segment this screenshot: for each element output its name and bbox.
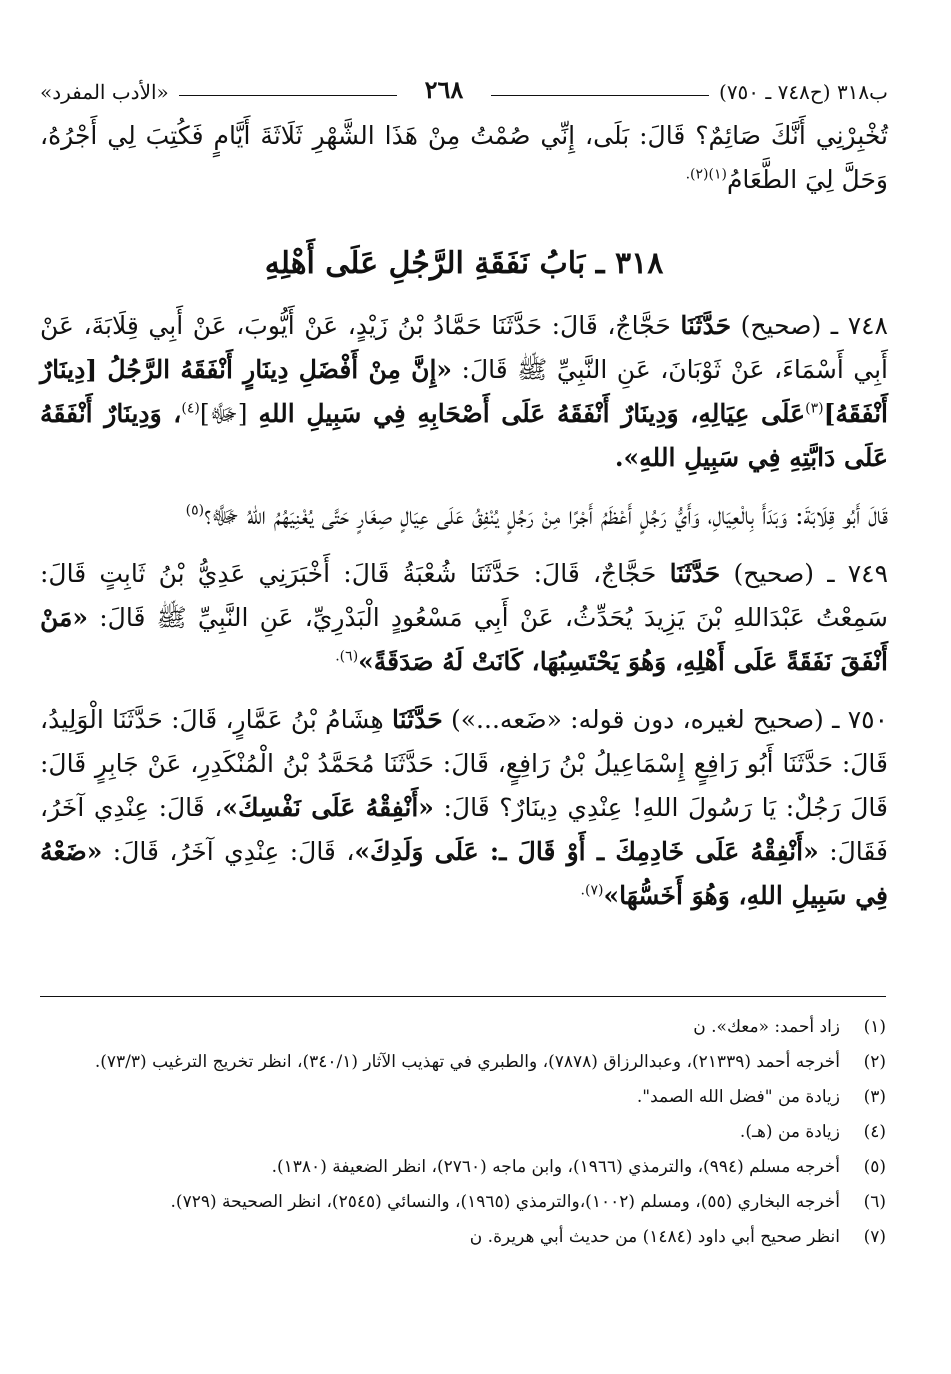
footnote-item: (٧) انظر صحيح أبي داود (١٤٨٤) من حديث أبي هريرة. ن: [469, 1227, 886, 1247]
matn: «ضَعْهُ فِي سَبِيلِ اللهِ، وَهُوَ أَخَسُّهَا»: [40, 837, 888, 910]
hadith-749: [40, 552, 888, 684]
footnote-item: (٥) أخرجه مسلم (٩٩٤)، والترمذي (١٩٦٦)، وابن ماجه (٢٧٦٠)، انظر الضعيفة (١٣٨٠).: [271, 1157, 886, 1177]
bracket-insert: [ﷻ]: [199, 399, 248, 428]
matn: «أَنْفِقْهُ عَلَى خَادِمِكَ ـ أَوْ قَالَ ـ: عَلَى وَلَدِكَ»: [354, 837, 819, 866]
book-title: «الأدب المفرد»: [39, 80, 169, 104]
footnote-ref: (١)(٢).: [685, 166, 727, 183]
footnote-item: (٣) زيادة من "فضل الله الصمد".: [636, 1087, 886, 1107]
matn: عَلَى عِيَالِهِ، وَدِينَارٌ أَنْفَقَهُ عَلَى أَصْحَابِهِ فِي سَبِيلِ اللهِ: [258, 399, 806, 428]
footnote-item: (٦) أخرجه البخاري (٥٥)، ومسلم (١٠٠٢)،والترمذي (١٩٦٥)، والنسائي (٢٥٤٥)، انظر الصحيحة (٧٢٩).: [170, 1192, 886, 1212]
header-rule-left: [179, 95, 397, 96]
footnote-ref: (٧).: [580, 882, 604, 899]
hadith-number: ٧٤٩ ـ: [827, 559, 889, 588]
footnote-divider: [40, 996, 886, 997]
footnote-ref: (٣): [805, 400, 824, 417]
matn: «إِنَّ مِنْ أَفْضَلِ دِينَارٍ أَنْفَقَهُ الرَّجُلُ [دِينَارٌ أَنْفَقَهُ]: [40, 355, 888, 428]
isnad: حَجَّاجٌ، قَالَ: حَدَّثَنَا شُعْبَةُ قَالَ: أَخْبَرَنِي عَدِيُّ بْنُ ثَابِتٍ قَالَ: سَمِعْتُ عَبْدَاللهِ بْنَ يَزِيدَ يُحَدِّثُ، عَنْ أَبِي مَسْعُودٍ الْبَدْرِيِّ، عَنِ النَّبِيِّ ﷺ قَالَ:: [40, 559, 889, 632]
header-rule-right: [491, 95, 709, 96]
chapter-title: ٣١٨ ـ بَابُ نَفَقَةِ الرَّجُلِ عَلَى أَهْلِهِ: [264, 246, 664, 281]
isnad: هِشَامُ بْنُ عَمَّارٍ، قَالَ: حَدَّثَنَا الْوَلِيدُ، قَالَ: حَدَّثَنَا أَبُو رَافِعٍ إِسْمَاعِيلُ بْنُ رَافِعٍ، قَالَ: حَدَّثَنَا مُحَمَّدُ بْنُ الْمُنْكَدِرِ، عَنْ جَابِرٍ قَالَ: قَالَ رَجُلٌ: يَا رَسُولَ اللهِ! عِنْدِي دِينَارٌ؟ قَالَ:: [40, 705, 888, 822]
hadith-grade: (صحيح): [740, 311, 822, 340]
footnote-ref: (٤): [181, 400, 200, 417]
footnotes: [60, 1014, 886, 1259]
page: [40, 70, 888, 932]
footnote-item: (٤) زيادة من (هـ).: [739, 1122, 886, 1142]
hadith-grade: (صحيح لغيره، دون قوله: «ضَعه...»): [451, 705, 824, 734]
page-number: ٢٦٨: [424, 75, 464, 104]
hadith-number: ٧٤٨ ـ: [830, 311, 888, 340]
continuation-paragraph: تُخْبِرْنِي أَنَّكَ صَائِمٌ؟ قَالَ: بَلَى، إِنِّي صُمْتُ مِنْ هَذَا الشَّهْرِ ثَلَاثَةَ أَيَّامٍ فَكُتِبَ لِي أَجْرُهُ، وَحَلَّ لِيَ الطَّعَامُ$^{(١)(٢).}$: [40, 121, 888, 194]
hadith-748: [40, 304, 888, 480]
matn: «أَنْفِقْهُ عَلَى نَفْسِكَ»: [222, 793, 434, 822]
footnote-ref: (٥): [185, 502, 205, 519]
haddathana: حَدَّثَنَا: [392, 705, 443, 734]
footnote-ref: (٦).: [335, 648, 359, 665]
abu-qilaba-comment: قَالَ أَبُو قِلَابَةَ: وَبَدَأَ بِالْعِيَالِ، وَأَيُّ رَجُلٍ أَعْظَمُ أَجْرًا مِنْ رَجُلٍ يُنْفِقُ عَلَى عِيَالٍ صِغَارٍ حَتَّى يُغْنِيَهُمُ اللهُ ﷻ؟$^{(٥)}$: [185, 501, 888, 530]
footnote-item: (١) زاد أحمد: «معك». ن: [693, 1017, 886, 1037]
haddathana: حَدَّثَنَا: [680, 311, 732, 340]
running-header: [40, 70, 888, 104]
hadith-number: ٧٥٠ ـ: [832, 705, 889, 734]
footnote-item: (٢) أخرجه أحمد (٢١٣٣٩)، وعبدالرزاق (٧٨٧٨)، والطبري في تهذيب الآثار (٣٤٠/١)، انظر تخريج الترغيب (٧٣/٣).: [94, 1052, 886, 1072]
matn: «مَنْ أَنْفَقَ نَفَقَةً عَلَى أَهْلِهِ، وَهُوَ يَحْتَسِبُهَا، كَانَتْ لَهُ صَدَقَةً»: [40, 603, 888, 676]
hadith-750: ٧٥٠ ـ (صحيح لغيره، دون قوله: «ضَعه...») حَدَّثَنَا هِشَامُ بْنُ عَمَّارٍ، قَالَ: حَدَّثَنَا الْوَلِيدُ، قَالَ: حَدَّثَنَا أَبُو رَافِعٍ إِسْمَاعِيلُ بْنُ رَافِعٍ، قَالَ: حَدَّثَنَا مُحَمَّدُ بْنُ الْمُنْكَدِرِ، عَنْ جَابِرٍ قَالَ: قَالَ رَجُلٌ: يَا رَسُولَ اللهِ! عِنْدِي دِينَارٌ؟ قَالَ: «أَنْفِقْهُ عَلَى نَفْسِكَ»، قَالَ: عِنْدِي آخَرُ، فَقَالَ: «أَنْفِقْهُ عَلَى خَادِمِكَ ـ أَوْ قَالَ ـ: عَلَى وَلَدِكَ»، قَالَ: عِنْدِي آخَرُ، قَالَ: «ضَعْهُ فِي سَبِيلِ اللهِ، وَهُوَ أَخَسُّهَا»$^{(٧).}$: [40, 705, 889, 910]
hadith-grade: (صحيح): [733, 559, 815, 588]
chapter-reference: ب٣١٨ (ح٧٤٨ ـ ٧٥٠): [719, 80, 888, 104]
haddathana: حَدَّثَنَا: [669, 559, 721, 588]
matn: ، وَدِينَارٌ أَنْفَقَهُ عَلَى دَابَّتِهِ فِي سَبِيلِ اللهِ».: [40, 399, 888, 472]
main-text: [40, 114, 888, 918]
isnad: حَجَّاجٌ، قَالَ: حَدَّثَنَا حَمَّادُ بْنُ زَيْدٍ، عَنْ أَيُّوبَ، عَنْ أَبِي قِلَابَةَ، عَنْ أَبِي أَسْمَاءَ، عَنْ ثَوْبَانَ، عَنِ النَّبِيِّ ﷺ قَالَ:: [40, 311, 888, 384]
